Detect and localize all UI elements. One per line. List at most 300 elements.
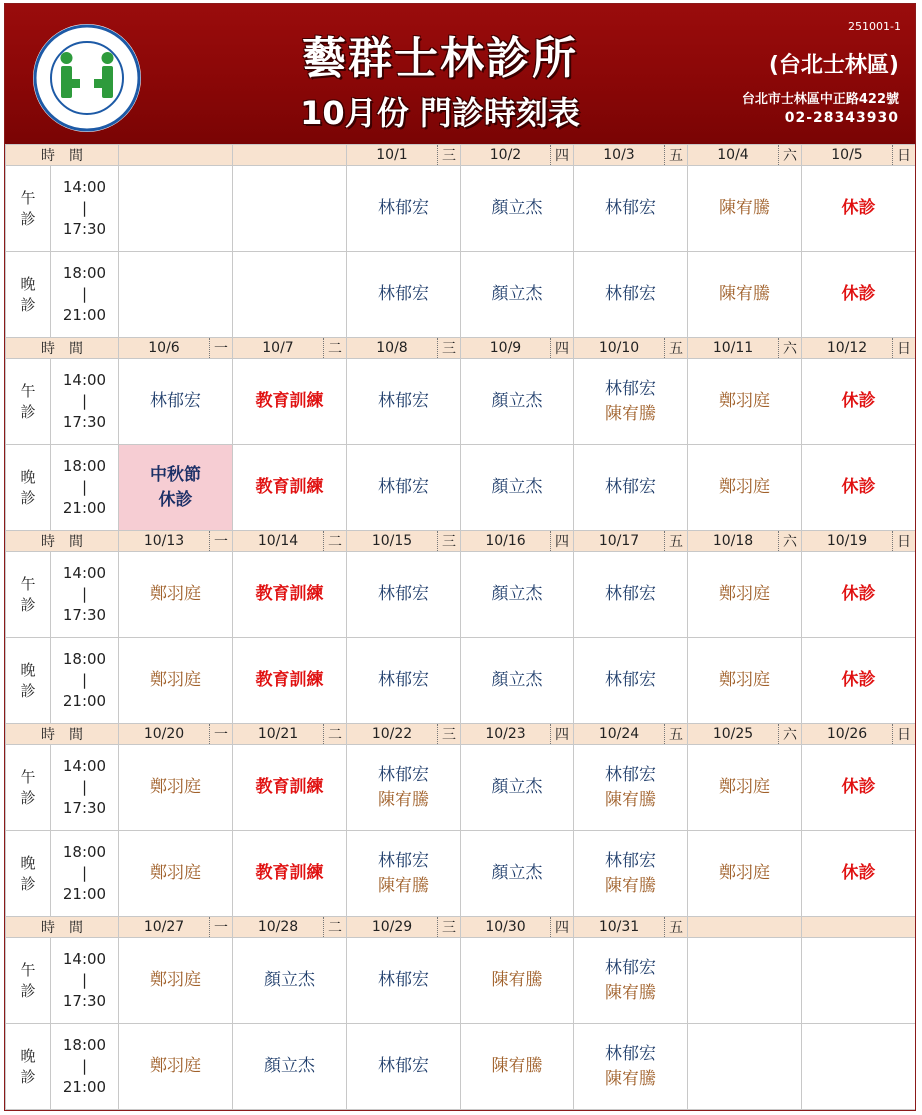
day-header xyxy=(461,338,573,358)
day-header-cell xyxy=(119,338,233,359)
evening-row xyxy=(6,831,916,917)
day-header-cell xyxy=(461,724,574,745)
document-code: 251001-1 xyxy=(848,20,901,33)
doctor-name: 鄭羽庭 xyxy=(150,970,201,990)
day-header xyxy=(233,724,346,744)
schedule-cell xyxy=(461,831,574,917)
schedule-cell xyxy=(802,359,916,445)
day-weekday: 日 xyxy=(892,531,915,551)
day-date: 10/18 xyxy=(712,533,754,549)
day-date: 10/30 xyxy=(485,919,526,935)
schedule-cell xyxy=(688,359,802,445)
day-header xyxy=(347,338,460,358)
day-date: 10/25 xyxy=(712,726,754,742)
doctor-name: 教育訓練 xyxy=(255,863,324,883)
doctor-name: 鄭羽庭 xyxy=(719,477,770,497)
schedule-cell xyxy=(347,166,461,252)
afternoon-period-label: 午 診 xyxy=(6,359,51,445)
doctor-name: 陳宥騰 xyxy=(605,789,656,810)
schedule-cell xyxy=(461,445,574,531)
day-weekday: 六 xyxy=(778,724,801,744)
day-date: 10/16 xyxy=(485,533,526,549)
day-header-cell xyxy=(802,724,916,745)
day-header xyxy=(347,531,460,551)
doctor-name: 陳宥騰 xyxy=(378,789,429,810)
day-header xyxy=(119,917,232,937)
day-weekday: 二 xyxy=(323,724,346,744)
day-weekday: 四 xyxy=(550,531,573,551)
doctor-name: 休診 xyxy=(841,284,876,304)
day-date: 10/28 xyxy=(257,919,299,935)
time-header-cell: 時 間 xyxy=(6,145,119,166)
day-header-cell xyxy=(574,145,688,166)
day-header xyxy=(461,531,573,551)
day-header-cell xyxy=(233,724,347,745)
doctor-name: 林郁宏 xyxy=(378,584,429,604)
day-date: 10/12 xyxy=(826,340,868,356)
doctor-name: 休診 xyxy=(841,777,876,797)
schedule-sheet xyxy=(4,3,916,1111)
doctor-name: 陳宥騰 xyxy=(719,284,770,304)
week-header-row xyxy=(6,338,916,359)
schedule-cell xyxy=(802,831,916,917)
day-header xyxy=(574,531,687,551)
day-header-cell xyxy=(574,917,688,938)
schedule-cell xyxy=(574,359,688,445)
day-header-cell xyxy=(347,724,461,745)
doctor-name: 顏立杰 xyxy=(491,284,543,304)
doctor-name: 顏立杰 xyxy=(491,584,543,604)
doctor-name: 中秋節 xyxy=(150,464,201,485)
day-header-cell xyxy=(347,917,461,938)
nhi-logo-icon xyxy=(33,24,141,132)
day-date: 10/22 xyxy=(371,726,413,742)
doctor-name: 林郁宏 xyxy=(605,284,656,304)
doctor-name: 林郁宏 xyxy=(605,198,656,218)
day-weekday: 日 xyxy=(892,145,915,165)
doctor-name: 林郁宏 xyxy=(605,1043,656,1064)
day-header-cell xyxy=(347,338,461,359)
doctor-name: 鄭羽庭 xyxy=(719,863,770,883)
clinic-title: 藝群士林診所 xyxy=(302,33,578,84)
day-header xyxy=(802,724,915,744)
schedule-cell xyxy=(233,1024,347,1110)
evening-period-label: 晚 診 xyxy=(6,638,51,724)
doctor-name: 林郁宏 xyxy=(605,670,656,690)
day-header xyxy=(347,724,460,744)
doctor-name: 陳宥騰 xyxy=(491,970,543,990)
doctor-name: 林郁宏 xyxy=(378,198,429,218)
time-header-cell: 時 間 xyxy=(6,724,119,745)
doctor-name: 顏立杰 xyxy=(491,670,543,690)
evening-time-range: 18:00 | 21:00 xyxy=(51,445,119,531)
doctor-name: 陳宥騰 xyxy=(605,875,656,896)
doctor-name: 鄭羽庭 xyxy=(719,670,770,690)
schedule-cell xyxy=(233,638,347,724)
afternoon-time-range: 14:00 | 17:30 xyxy=(51,745,119,831)
day-header-cell xyxy=(461,917,574,938)
day-header xyxy=(802,145,915,165)
doctor-name: 顏立杰 xyxy=(491,198,543,218)
doctor-name: 陳宥騰 xyxy=(605,982,656,1003)
day-header xyxy=(233,917,346,937)
doctor-name: 林郁宏 xyxy=(378,391,429,411)
doctor-name: 顏立杰 xyxy=(491,477,543,497)
day-weekday: 一 xyxy=(209,917,232,937)
day-weekday: 六 xyxy=(778,531,801,551)
day-date: 10/9 xyxy=(489,340,522,356)
day-date: 10/3 xyxy=(603,147,635,163)
week-header-row xyxy=(6,531,916,552)
day-header xyxy=(347,145,460,165)
day-header-cell xyxy=(233,917,347,938)
day-header-cell xyxy=(233,338,347,359)
day-header xyxy=(119,724,232,744)
day-date: 10/23 xyxy=(485,726,526,742)
schedule-cell xyxy=(233,831,347,917)
evening-time-range: 18:00 | 21:00 xyxy=(51,252,119,338)
week-header-row xyxy=(6,724,916,745)
afternoon-period-label: 午 診 xyxy=(6,745,51,831)
day-weekday: 二 xyxy=(323,531,346,551)
day-date: 10/24 xyxy=(598,726,640,742)
doctor-name: 陳宥騰 xyxy=(491,1056,543,1076)
doctor-name: 林郁宏 xyxy=(150,391,201,411)
doctor-name: 林郁宏 xyxy=(605,957,656,978)
doctor-name: 林郁宏 xyxy=(378,764,429,785)
day-header xyxy=(574,338,687,358)
schedule-cell xyxy=(461,252,574,338)
day-weekday: 五 xyxy=(664,145,687,165)
schedule-cell xyxy=(233,552,347,638)
day-header xyxy=(802,531,915,551)
schedule-cell xyxy=(802,552,916,638)
day-header xyxy=(461,917,573,937)
doctor-name: 教育訓練 xyxy=(255,584,324,604)
afternoon-row xyxy=(6,745,916,831)
doctor-name: 顏立杰 xyxy=(491,777,543,797)
week-header-row xyxy=(6,917,916,938)
schedule-cell xyxy=(688,445,802,531)
day-date: 10/6 xyxy=(148,340,180,356)
day-date: 10/27 xyxy=(143,919,185,935)
day-weekday: 一 xyxy=(209,724,232,744)
doctor-name: 教育訓練 xyxy=(255,670,324,690)
afternoon-period-label: 午 診 xyxy=(6,552,51,638)
day-weekday: 六 xyxy=(778,145,801,165)
clinic-address: 台北市士林區中正路422號 xyxy=(741,92,899,107)
doctor-name: 休診 xyxy=(841,477,876,497)
schedule-cell xyxy=(119,831,233,917)
nhi-logo xyxy=(33,24,141,132)
schedule-cell xyxy=(461,1024,574,1110)
day-header xyxy=(461,145,573,165)
day-header-cell xyxy=(688,724,802,745)
day-weekday: 一 xyxy=(209,338,232,358)
day-weekday: 日 xyxy=(892,338,915,358)
day-header-cell xyxy=(461,531,574,552)
doctor-name: 顏立杰 xyxy=(491,863,543,883)
doctor-name: 鄭羽庭 xyxy=(150,777,201,797)
doctor-name: 鄭羽庭 xyxy=(150,670,201,690)
day-weekday: 二 xyxy=(323,338,346,358)
day-date: 10/5 xyxy=(831,147,863,163)
schedule-cell xyxy=(688,638,802,724)
schedule-cell xyxy=(461,359,574,445)
clinic-header xyxy=(5,4,915,144)
day-date: 10/2 xyxy=(489,147,522,163)
day-weekday: 四 xyxy=(550,917,573,937)
schedule-cell xyxy=(347,552,461,638)
doctor-name: 陳宥騰 xyxy=(605,1068,656,1089)
afternoon-time-range: 14:00 | 17:30 xyxy=(51,166,119,252)
schedule-table xyxy=(5,144,916,1110)
day-weekday: 三 xyxy=(437,917,460,937)
day-header-cell xyxy=(461,338,574,359)
day-header-cell xyxy=(461,145,574,166)
schedule-cell xyxy=(233,252,347,338)
doctor-name: 林郁宏 xyxy=(605,378,656,399)
schedule-cell xyxy=(347,831,461,917)
day-header-cell xyxy=(802,145,916,166)
doctor-name: 休診 xyxy=(841,863,876,883)
day-header xyxy=(688,531,801,551)
day-header-cell xyxy=(688,531,802,552)
day-weekday: 二 xyxy=(323,917,346,937)
day-header xyxy=(574,724,687,744)
afternoon-period-label: 午 診 xyxy=(6,938,51,1024)
day-header-cell xyxy=(574,724,688,745)
day-header-cell xyxy=(688,145,802,166)
doctor-name: 林郁宏 xyxy=(378,670,429,690)
schedule-cell xyxy=(461,552,574,638)
evening-period-label: 晚 診 xyxy=(6,1024,51,1110)
schedule-cell xyxy=(802,745,916,831)
day-weekday: 三 xyxy=(437,531,460,551)
day-header-cell xyxy=(802,531,916,552)
doctor-name: 休診 xyxy=(841,584,876,604)
day-header-cell xyxy=(119,724,233,745)
time-header-cell: 時 間 xyxy=(6,917,119,938)
day-date: 10/29 xyxy=(371,919,413,935)
day-weekday: 五 xyxy=(664,531,687,551)
day-header-cell xyxy=(119,531,233,552)
schedule-cell xyxy=(119,552,233,638)
day-header xyxy=(802,338,915,358)
doctor-name: 鄭羽庭 xyxy=(150,1056,201,1076)
schedule-cell xyxy=(347,252,461,338)
day-header-cell xyxy=(802,338,916,359)
afternoon-row xyxy=(6,938,916,1024)
day-date: 10/31 xyxy=(598,919,640,935)
doctor-name: 鄭羽庭 xyxy=(150,863,201,883)
day-header xyxy=(574,145,687,165)
schedule-cell xyxy=(119,359,233,445)
doctor-name: 林郁宏 xyxy=(605,850,656,871)
schedule-cell xyxy=(688,552,802,638)
afternoon-row xyxy=(6,166,916,252)
schedule-cell xyxy=(802,1024,916,1110)
day-header xyxy=(119,145,232,165)
schedule-cell xyxy=(802,638,916,724)
day-date: 10/13 xyxy=(143,533,185,549)
day-weekday: 一 xyxy=(209,531,232,551)
day-header-cell xyxy=(574,531,688,552)
time-header-cell: 時 間 xyxy=(6,531,119,552)
day-date: 10/8 xyxy=(376,340,408,356)
doctor-name: 顏立杰 xyxy=(264,970,315,990)
day-header xyxy=(119,531,232,551)
schedule-cell xyxy=(347,445,461,531)
doctor-name: 鄭羽庭 xyxy=(719,584,770,604)
doctor-name: 教育訓練 xyxy=(255,777,324,797)
doctor-name: 鄭羽庭 xyxy=(719,777,770,797)
day-header xyxy=(233,338,346,358)
week-header-row xyxy=(6,145,916,166)
day-header-cell xyxy=(233,531,347,552)
day-date: 10/20 xyxy=(143,726,185,742)
schedule-cell xyxy=(688,938,802,1024)
schedule-cell xyxy=(574,938,688,1024)
schedule-cell xyxy=(688,745,802,831)
evening-period-label: 晚 診 xyxy=(6,252,51,338)
schedule-cell xyxy=(119,252,233,338)
doctor-name: 教育訓練 xyxy=(255,477,324,497)
day-header-cell xyxy=(802,917,916,938)
doctor-name: 林郁宏 xyxy=(378,970,429,990)
afternoon-row xyxy=(6,359,916,445)
doctor-name: 林郁宏 xyxy=(378,850,429,871)
afternoon-row xyxy=(6,552,916,638)
day-header xyxy=(119,338,232,358)
day-header xyxy=(688,145,801,165)
day-weekday: 四 xyxy=(550,338,573,358)
doctor-name: 顏立杰 xyxy=(264,1056,315,1076)
schedule-cell xyxy=(119,166,233,252)
day-date: 10/15 xyxy=(371,533,413,549)
schedule-cell xyxy=(574,166,688,252)
afternoon-time-range: 14:00 | 17:30 xyxy=(51,359,119,445)
schedule-cell xyxy=(688,166,802,252)
doctor-name: 林郁宏 xyxy=(378,284,429,304)
day-header xyxy=(688,917,801,937)
day-date: 10/7 xyxy=(262,340,294,356)
schedule-cell xyxy=(233,359,347,445)
day-header xyxy=(233,531,346,551)
doctor-name: 鄭羽庭 xyxy=(719,391,770,411)
time-header-cell: 時 間 xyxy=(6,338,119,359)
day-weekday: 三 xyxy=(437,145,460,165)
schedule-cell xyxy=(574,252,688,338)
schedule-cell xyxy=(119,445,233,531)
day-header-cell xyxy=(347,531,461,552)
day-header xyxy=(233,145,346,165)
doctor-name: 林郁宏 xyxy=(378,1056,429,1076)
evening-row xyxy=(6,638,916,724)
schedule-cell xyxy=(802,938,916,1024)
evening-period-label: 晚 診 xyxy=(6,831,51,917)
doctor-name: 休診 xyxy=(841,198,876,218)
evening-row xyxy=(6,1024,916,1110)
clinic-phone: 02-28343930 xyxy=(784,110,899,126)
schedule-cell xyxy=(119,745,233,831)
doctor-name: 陳宥騰 xyxy=(378,875,429,896)
schedule-cell xyxy=(574,1024,688,1110)
day-date: 10/14 xyxy=(257,533,299,549)
schedule-cell xyxy=(347,359,461,445)
schedule-cell xyxy=(574,552,688,638)
schedule-cell xyxy=(347,938,461,1024)
schedule-cell xyxy=(461,166,574,252)
schedule-cell xyxy=(233,745,347,831)
day-weekday: 日 xyxy=(892,724,915,744)
schedule-cell xyxy=(233,445,347,531)
doctor-name: 休診 xyxy=(841,391,876,411)
schedule-cell xyxy=(233,938,347,1024)
evening-period-label: 晚 診 xyxy=(6,445,51,531)
day-date: 10/1 xyxy=(376,147,408,163)
afternoon-time-range: 14:00 | 17:30 xyxy=(51,938,119,1024)
day-date: 10/21 xyxy=(257,726,299,742)
schedule-cell xyxy=(688,252,802,338)
schedule-cell xyxy=(233,166,347,252)
afternoon-period-label: 午 診 xyxy=(6,166,51,252)
schedule-cell xyxy=(461,745,574,831)
schedule-cell xyxy=(119,638,233,724)
day-date: 10/17 xyxy=(598,533,640,549)
doctor-name: 休診 xyxy=(158,489,193,510)
day-header xyxy=(461,724,573,744)
doctor-name: 陳宥騰 xyxy=(719,198,770,218)
day-header xyxy=(574,917,687,937)
evening-time-range: 18:00 | 21:00 xyxy=(51,638,119,724)
day-header-cell xyxy=(119,917,233,938)
day-header xyxy=(688,338,801,358)
day-date: 10/10 xyxy=(598,340,640,356)
doctor-name: 林郁宏 xyxy=(605,584,656,604)
day-header xyxy=(802,917,915,937)
schedule-subtitle: 10月份 門診時刻表 xyxy=(300,94,580,132)
schedule-cell xyxy=(347,745,461,831)
day-header xyxy=(347,917,460,937)
day-header-cell xyxy=(119,145,233,166)
schedule-cell xyxy=(802,445,916,531)
evening-time-range: 18:00 | 21:00 xyxy=(51,831,119,917)
day-header-cell xyxy=(688,338,802,359)
day-header-cell xyxy=(688,917,802,938)
doctor-name: 林郁宏 xyxy=(605,477,656,497)
day-header-cell xyxy=(574,338,688,359)
evening-row xyxy=(6,252,916,338)
schedule-cell xyxy=(574,745,688,831)
day-header-cell xyxy=(233,145,347,166)
schedule-cell xyxy=(802,252,916,338)
afternoon-time-range: 14:00 | 17:30 xyxy=(51,552,119,638)
schedule-cell xyxy=(347,638,461,724)
schedule-cell xyxy=(461,938,574,1024)
schedule-cell xyxy=(119,1024,233,1110)
schedule-cell xyxy=(688,831,802,917)
day-header-cell xyxy=(347,145,461,166)
evening-row xyxy=(6,445,916,531)
doctor-name: 顏立杰 xyxy=(491,391,543,411)
day-weekday: 三 xyxy=(437,724,460,744)
clinic-district: (台北士林區) xyxy=(768,53,899,78)
day-weekday: 五 xyxy=(664,338,687,358)
day-date: 10/11 xyxy=(712,340,754,356)
day-date: 10/26 xyxy=(826,726,868,742)
day-date: 10/4 xyxy=(717,147,749,163)
